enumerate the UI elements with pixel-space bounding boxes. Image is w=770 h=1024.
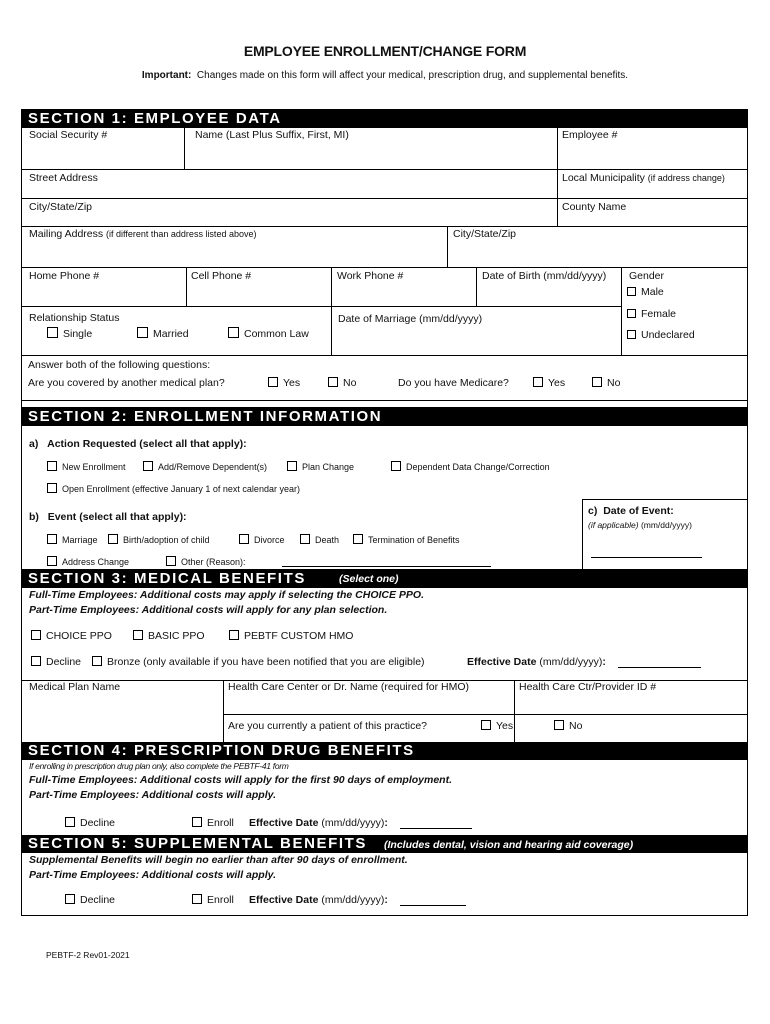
relationship-married-option[interactable]: Married: [137, 327, 189, 340]
local-municipality-note: (if address change): [647, 173, 725, 183]
local-municipality-field[interactable]: [562, 172, 725, 184]
married-checkbox[interactable]: [137, 327, 148, 338]
section3-header: [21, 569, 748, 588]
name-field[interactable]: Name (Last Plus Suffix, First, MI): [195, 129, 349, 141]
new-enrollment-checkbox[interactable]: [47, 461, 57, 471]
divorce-checkbox[interactable]: [239, 534, 249, 544]
gender-label: Gender: [629, 270, 665, 282]
gender-male-option[interactable]: Male: [627, 286, 664, 298]
gender-undeclared-option[interactable]: Undeclared: [627, 329, 695, 341]
choice-ppo-checkbox[interactable]: [31, 630, 41, 640]
city-state-zip-field[interactable]: City/State/Zip: [29, 201, 93, 213]
custom-hmo-checkbox[interactable]: [229, 630, 239, 640]
medical-decline-option[interactable]: Decline: [31, 656, 81, 668]
medical-plan-name-field[interactable]: Medical Plan Name: [29, 681, 121, 693]
supplemental-decline-option[interactable]: Decline: [65, 894, 115, 906]
home-phone-field[interactable]: Home Phone #: [29, 270, 100, 282]
section2-header: [21, 407, 748, 426]
date-of-marriage-field[interactable]: Date of Marriage (mm/dd/yyyy): [338, 313, 483, 325]
date-of-event-note: (if applicable) (mm/dd/yyyy): [588, 520, 692, 530]
section1-title: SECTION 1: EMPLOYEE DATA: [28, 110, 282, 127]
medicare-no-checkbox[interactable]: [592, 377, 602, 387]
event-termination[interactable]: Termination of Benefits: [353, 534, 460, 545]
form-title: EMPLOYEE ENROLLMENT/CHANGE FORM: [243, 43, 527, 59]
action-open-enrollment[interactable]: Open Enrollment (effective January 1 of next calendar year): [47, 483, 300, 494]
section2-title: SECTION 2: ENROLLMENT INFORMATION: [28, 408, 383, 425]
event-divorce[interactable]: Divorce: [239, 534, 285, 545]
action-add-remove-dependent[interactable]: Add/Remove Dependent(s): [143, 461, 267, 472]
current-patient-yes[interactable]: Yes: [481, 720, 513, 732]
important-label: Important:: [141, 70, 192, 81]
event-birth-adoption[interactable]: Birth/adoption of child: [108, 534, 210, 545]
single-checkbox[interactable]: [47, 327, 58, 338]
section5-begin-note: Supplemental Benefits will begin no earlier than after 90 days of enrollment.: [29, 854, 408, 866]
termination-checkbox[interactable]: [353, 534, 363, 544]
drug-enroll-checkbox[interactable]: [192, 817, 202, 827]
supplemental-enroll-checkbox[interactable]: [192, 894, 202, 904]
common-law-checkbox[interactable]: [228, 327, 239, 338]
death-checkbox[interactable]: [300, 534, 310, 544]
bronze-checkbox[interactable]: [92, 656, 102, 666]
marriage-checkbox[interactable]: [47, 534, 57, 544]
gender-undeclared-checkbox[interactable]: [627, 330, 636, 339]
local-municipality-label: Local Municipality: [562, 172, 645, 184]
section3-parttime-note: Part-Time Employees: Additional costs will apply for any plan selection.: [29, 604, 388, 616]
medical-effective-date-label: Effective Date (mm/dd/yyyy):: [467, 656, 606, 668]
current-patient-question: Are you currently a patient of this practice?: [228, 720, 428, 732]
gender-female-checkbox[interactable]: [627, 309, 636, 318]
medicare-question: Do you have Medicare?: [398, 377, 509, 389]
other-plan-yes-checkbox[interactable]: [268, 377, 278, 387]
date-of-event-input[interactable]: [591, 557, 702, 558]
plan-change-checkbox[interactable]: [287, 461, 297, 471]
supplemental-effective-date-input[interactable]: [400, 905, 466, 906]
current-patient-no[interactable]: No: [554, 720, 582, 732]
drug-effective-date-input[interactable]: [400, 828, 472, 829]
county-field[interactable]: County Name: [562, 201, 627, 213]
section4-drug-only-note: If enrolling in prescription drug plan only, also complete the PEBTF-41 form: [29, 761, 289, 771]
street-address-field[interactable]: Street Address: [29, 172, 98, 184]
gender-male-checkbox[interactable]: [627, 287, 636, 296]
mailing-address-field[interactable]: [29, 228, 256, 240]
event-other[interactable]: Other (Reason):: [166, 556, 246, 567]
employee-number-field[interactable]: Employee #: [562, 129, 618, 141]
select-one-note: (Select one): [339, 573, 399, 585]
important-text: Changes made on this form will affect your medical, prescription drug, and supplemental benefits.: [196, 70, 629, 81]
cell-phone-field[interactable]: Cell Phone #: [191, 270, 252, 282]
drug-decline-option[interactable]: Decline: [65, 817, 115, 829]
date-of-event-label: c) Date of Event:: [588, 505, 674, 517]
mailing-address-note: (if different than address listed above): [106, 229, 257, 239]
section3-fulltime-note: Full-Time Employees: Additional costs may apply if selecting the CHOICE PPO.: [29, 589, 425, 601]
relationship-status-label: Relationship Status: [29, 312, 120, 324]
action-requested-label: a) Action Requested (select all that apply):: [29, 438, 247, 450]
section4-fulltime-note: Full-Time Employees: Additional costs will apply for the first 90 days of employment.: [29, 774, 452, 786]
add-remove-dependent-checkbox[interactable]: [143, 461, 153, 471]
important-note: [0, 70, 770, 81]
current-patient-no-checkbox[interactable]: [554, 720, 564, 730]
drug-enroll-option[interactable]: Enroll: [192, 817, 234, 829]
supplemental-enroll-option[interactable]: Enroll: [192, 894, 234, 906]
gender-female-option[interactable]: Female: [627, 308, 676, 320]
relationship-common-law-option[interactable]: Common Law: [228, 327, 309, 340]
provider-id-field[interactable]: Health Care Ctr/Provider ID #: [519, 681, 657, 693]
event-marriage[interactable]: Marriage: [47, 534, 98, 545]
other-reason-checkbox[interactable]: [166, 556, 176, 566]
action-plan-change[interactable]: Plan Change: [287, 461, 354, 472]
section3-title: SECTION 3: MEDICAL BENEFITS: [28, 570, 306, 587]
form-code: PEBTF-2 Rev01-2021: [46, 950, 130, 960]
dependent-data-change-checkbox[interactable]: [391, 461, 401, 471]
address-change-checkbox[interactable]: [47, 556, 57, 566]
relationship-single-option[interactable]: Single: [47, 327, 92, 340]
answer-both-label: Answer both of the following questions:: [28, 359, 211, 371]
medical-effective-date-input[interactable]: [618, 667, 701, 668]
other-plan-no-checkbox[interactable]: [328, 377, 338, 387]
birth-adoption-checkbox[interactable]: [108, 534, 118, 544]
medicare-yes-option[interactable]: Yes: [533, 377, 565, 389]
open-enrollment-checkbox[interactable]: [47, 483, 57, 493]
date-of-birth-field[interactable]: Date of Birth (mm/dd/yyyy): [482, 270, 607, 282]
other-reason-input[interactable]: [282, 566, 491, 567]
event-address-change[interactable]: Address Change: [47, 556, 129, 567]
other-plan-yes-option[interactable]: Yes: [268, 377, 300, 389]
section4-parttime-note: Part-Time Employees: Additional costs will apply.: [29, 789, 277, 801]
plan-basic-ppo[interactable]: BASIC PPO: [133, 630, 205, 642]
other-medical-plan-question: Are you covered by another medical plan?: [28, 377, 225, 389]
medicare-yes-checkbox[interactable]: [533, 377, 543, 387]
event-death[interactable]: Death: [300, 534, 339, 545]
current-patient-yes-checkbox[interactable]: [481, 720, 491, 730]
section5-header: [21, 835, 748, 853]
other-plan-no-option[interactable]: No: [328, 377, 356, 389]
section4-title: SECTION 4: PRESCRIPTION DRUG BENEFITS: [28, 742, 415, 759]
section4-header: [21, 742, 748, 760]
medical-bronze-option[interactable]: Bronze (only available if you have been notified that you are eligible): [92, 656, 425, 668]
health-care-center-field[interactable]: Health Care Center or Dr. Name (required for HMO): [228, 681, 469, 693]
medical-decline-checkbox[interactable]: [31, 656, 41, 666]
drug-effective-date-label: Effective Date (mm/dd/yyyy):: [249, 817, 388, 829]
action-new-enrollment[interactable]: New Enrollment: [47, 461, 126, 472]
drug-decline-checkbox[interactable]: [65, 817, 75, 827]
supplemental-effective-date-label: Effective Date (mm/dd/yyyy):: [249, 894, 388, 906]
work-phone-field[interactable]: Work Phone #: [337, 270, 404, 282]
medicare-no-option[interactable]: No: [592, 377, 620, 389]
section5-includes-note: (Includes dental, vision and hearing aid coverage): [384, 839, 634, 851]
action-dependent-data-change[interactable]: Dependent Data Change/Correction: [391, 461, 550, 472]
section1-header: [21, 109, 748, 128]
event-label: b) Event (select all that apply):: [29, 511, 187, 523]
supplemental-decline-checkbox[interactable]: [65, 894, 75, 904]
plan-custom-hmo[interactable]: PEBTF CUSTOM HMO: [229, 630, 353, 642]
mailing-city-state-zip-field[interactable]: City/State/Zip: [453, 228, 517, 240]
section5-parttime-note: Part-Time Employees: Additional costs will apply.: [29, 869, 277, 881]
mailing-address-label: Mailing Address: [29, 228, 104, 240]
plan-choice-ppo[interactable]: CHOICE PPO: [31, 630, 112, 642]
basic-ppo-checkbox[interactable]: [133, 630, 143, 640]
ssn-field[interactable]: Social Security #: [29, 129, 108, 141]
section5-title: SECTION 5: SUPPLEMENTAL BENEFITS: [28, 835, 368, 852]
